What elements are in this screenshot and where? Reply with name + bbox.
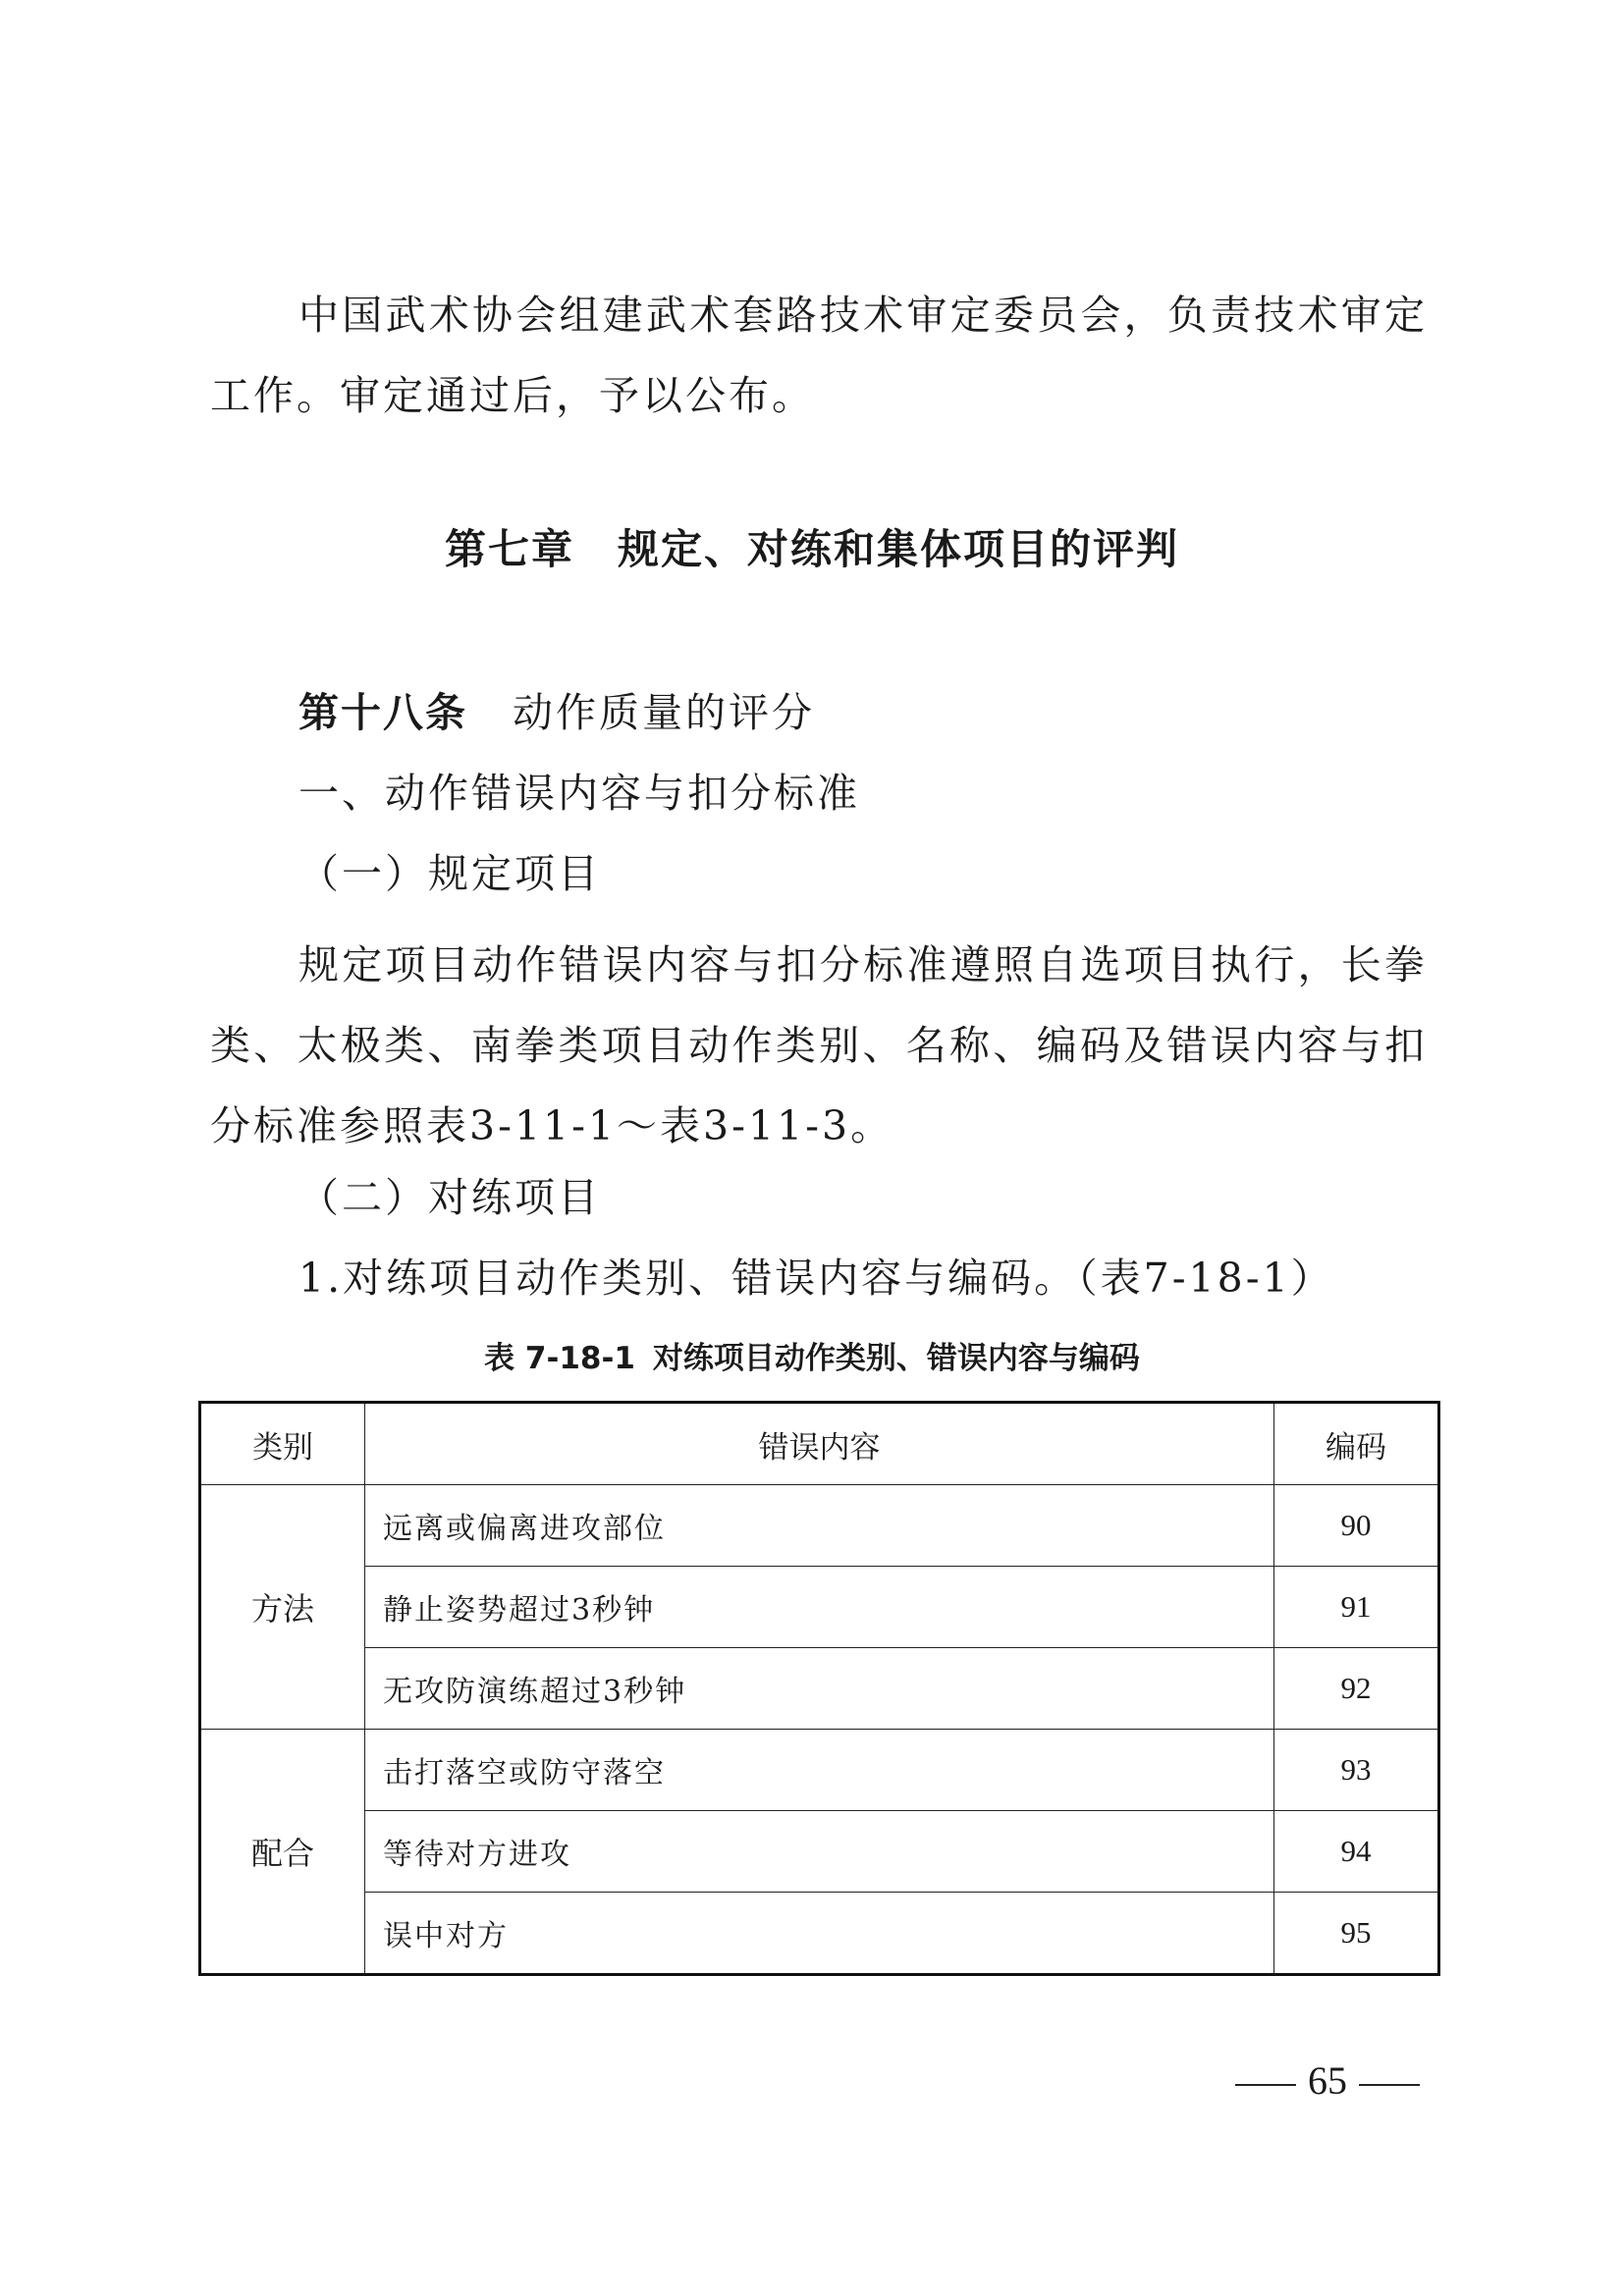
error-content-cell: 远离或偏离进攻部位 [365, 1485, 1274, 1567]
header-category: 类别 [200, 1403, 365, 1485]
table-row [200, 1567, 1439, 1648]
table-caption-number: 表 7-18-1 [484, 1341, 635, 1376]
chapter-heading [0, 520, 1624, 579]
subsection-heading-1: （一）规定项目 [298, 850, 601, 897]
error-code-cell: 95 [1274, 1893, 1439, 1975]
error-code-cell: 94 [1274, 1811, 1439, 1893]
article-heading [298, 683, 815, 742]
page-number [1223, 2052, 1432, 2110]
page-number-value: 65 [1308, 2058, 1347, 2103]
table-row [200, 1811, 1439, 1893]
error-content-cell: 等待对方进攻 [365, 1811, 1274, 1893]
error-code-cell: 91 [1274, 1567, 1439, 1648]
error-content-cell: 击打落空或防守落空 [365, 1730, 1274, 1811]
table-row [200, 1648, 1439, 1730]
table-row [200, 1893, 1439, 1975]
category-cell: 配合 [200, 1730, 365, 1975]
header-content: 错误内容 [365, 1403, 1274, 1485]
page-number-dash-left [1235, 2084, 1296, 2086]
error-content-cell: 误中对方 [365, 1893, 1274, 1975]
error-content-cell: 静止姿势超过3秒钟 [365, 1567, 1274, 1648]
error-code-cell: 93 [1274, 1730, 1439, 1811]
category-cell: 方法 [200, 1485, 365, 1730]
chapter-number: 第七章 [444, 525, 574, 573]
error-code-cell: 90 [1274, 1485, 1439, 1567]
error-code-table [198, 1401, 1440, 1976]
table-caption [0, 1337, 1624, 1380]
error-content-cell: 无攻防演练超过3秒钟 [365, 1648, 1274, 1730]
chapter-title: 规定、对练和集体项目的评判 [618, 525, 1180, 573]
error-code-cell: 92 [1274, 1648, 1439, 1730]
section-heading: 一、动作错误内容与扣分标准 [298, 770, 860, 817]
page-number-dash-right [1359, 2084, 1420, 2086]
table-row [200, 1485, 1439, 1567]
article-number: 第十八条 [298, 689, 467, 736]
subsection-heading-2: （二）对练项目 [298, 1174, 601, 1221]
article-title: 动作质量的评分 [513, 689, 815, 736]
header-code: 编码 [1274, 1403, 1439, 1485]
table-caption-title: 对练项目动作类别、错误内容与编码 [652, 1341, 1140, 1376]
table-row [200, 1730, 1439, 1811]
subsection-1-paragraph: 规定项目动作错误内容与扣分标准遵照自选项目执行，长拳类、太极类、南拳类项目动作类别、名称、编码及错误内容与扣分标准参照表3-11-1～表3-11-3。 [210, 941, 1428, 1149]
list-item-1: 1.对练项目动作类别、错误内容与编码。（表7-18-1） [298, 1255, 1334, 1302]
table-header-row [200, 1403, 1439, 1485]
intro-paragraph: 中国武术协会组建武术套路技术审定委员会，负责技术审定工作。审定通过后，予以公布。 [210, 292, 1428, 419]
